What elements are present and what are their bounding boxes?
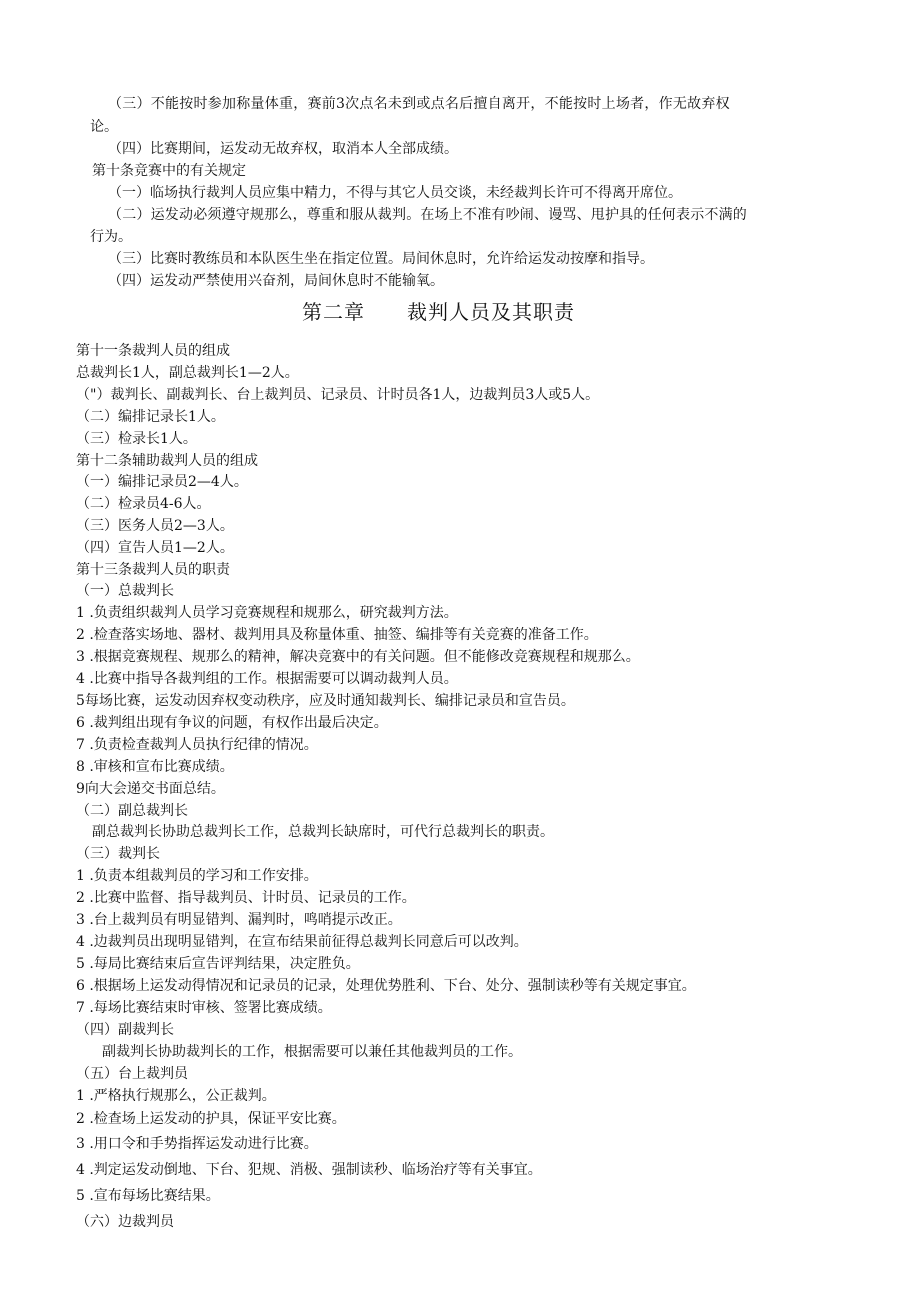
text-line: 行为。 bbox=[90, 229, 132, 245]
text-line: （三）检录长1人。 bbox=[76, 431, 197, 447]
list-item: 4 .比赛中指导各裁判组的工作。根据需要可以调动裁判人员。 bbox=[76, 671, 458, 687]
text-line: 总裁判长1人，副总裁判长1—2人。 bbox=[76, 365, 299, 381]
text-line: （二）运发动必须遵守规那么，尊重和服从裁判。在场上不准有吵闹、谩骂、甩护具的任何表示不满的 bbox=[108, 207, 747, 223]
list-item: 5每场比赛，运发动因弃权变动秩序，应及时通知裁判长、编排记录员和宣告员。 bbox=[76, 693, 575, 709]
list-item: 7 .每场比赛结束时审核、签署比赛成绩。 bbox=[76, 1000, 332, 1016]
text-line: （三）不能按时参加称量体重，赛前3次点名未到或点名后擅自离开，不能按时上场者，作无故弃权 bbox=[108, 96, 730, 112]
list-item: 3 .根据竞赛规程、规那么的精神，解决竞赛中的有关问题。但不能修改竞赛规程和规那么。 bbox=[76, 649, 640, 665]
text-line: 副裁判长协助裁判长的工作，根据需要可以兼任其他裁判员的工作。 bbox=[102, 1044, 522, 1060]
text-line: （四）运发动严禁使用兴奋剂，局间休息时不能输氧。 bbox=[108, 273, 444, 289]
text-line: （四）宣告人员1—2人。 bbox=[76, 540, 234, 556]
chapter-title: 第二章 裁判人员及其职责 bbox=[302, 300, 575, 324]
subsection-heading: （五）台上裁判员 bbox=[76, 1066, 188, 1082]
text-line: （二）检录员4-6人。 bbox=[76, 496, 211, 512]
text-line: （二）编排记录长1人。 bbox=[76, 409, 225, 425]
text-line: （一）临场执行裁判人员应集中精力，不得与其它人员交谈，未经裁判长许可不得离开席位。 bbox=[108, 185, 682, 201]
list-item: 1 .负责本组裁判员的学习和工作安排。 bbox=[76, 868, 318, 884]
list-item: 2 .比赛中监督、指导裁判员、计时员、记录员的工作。 bbox=[76, 890, 416, 906]
list-item: 5 .每局比赛结束后宣告评判结果，决定胜负。 bbox=[76, 956, 360, 972]
list-item: 4 .判定运发动倒地、下台、犯规、消极、强制读秒、临场治疗等有关事宜。 bbox=[76, 1162, 542, 1178]
subsection-heading: （三）裁判长 bbox=[76, 846, 160, 862]
subsection-heading: （四）副裁判长 bbox=[76, 1022, 174, 1038]
subsection-heading: （一）总裁判长 bbox=[76, 583, 174, 599]
section-heading: 第十二条辅助裁判人员的组成 bbox=[76, 453, 258, 469]
list-item: 8 .审核和宣布比赛成绩。 bbox=[76, 759, 234, 775]
text-line: （四）比赛期间，运发动无故弃权，取消本人全部成绩。 bbox=[108, 141, 458, 157]
text-line: （三）医务人员2—3人。 bbox=[76, 518, 234, 534]
list-item: 9向大会递交书面总结。 bbox=[76, 781, 225, 797]
section-heading: 第十一条裁判人员的组成 bbox=[76, 343, 230, 359]
list-item: 2 .检查落实场地、器材、裁判用具及称量体重、抽签、编排等有关竞赛的准备工作。 bbox=[76, 627, 598, 643]
list-item: 3 .用口令和手势指挥运发动进行比赛。 bbox=[76, 1136, 318, 1152]
list-item: 1 .负责组织裁判人员学习竞赛规程和规那么，研究裁判方法。 bbox=[76, 605, 458, 621]
text-line: 副总裁判长协助总裁判长工作，总裁判长缺席时，可代行总裁判长的职责。 bbox=[92, 824, 554, 840]
text-line: （三）比赛时教练员和本队医生坐在指定位置。局间休息时，允许给运发动按摩和指导。 bbox=[108, 251, 654, 267]
text-line: （一）编排记录员2—4人。 bbox=[76, 474, 248, 490]
list-item: 4 .边裁判员出现明显错判，在宣布结果前征得总裁判长同意后可以改判。 bbox=[76, 934, 528, 950]
list-item: 1 .严格执行规那么，公正裁判。 bbox=[76, 1088, 276, 1104]
subsection-heading: （六）边裁判员 bbox=[76, 1214, 174, 1230]
list-item: 3 .台上裁判员有明显错判、漏判时，鸣哨提示改正。 bbox=[76, 912, 402, 928]
section-heading: 第十三条裁判人员的职责 bbox=[76, 562, 230, 578]
list-item: 6 .裁判组出现有争议的问题，有权作出最后决定。 bbox=[76, 715, 388, 731]
text-line: 论。 bbox=[90, 119, 118, 135]
text-line: （"）裁判长、副裁判长、台上裁判员、记录员、计时员各1人，边裁判员3人或5人。 bbox=[76, 387, 600, 403]
subsection-heading: （二）副总裁判长 bbox=[76, 803, 188, 819]
section-heading: 第十条竞赛中的有关规定 bbox=[92, 163, 246, 179]
list-item: 5 .宣布每场比赛结果。 bbox=[76, 1188, 220, 1204]
list-item: 7 .负责检查裁判人员执行纪律的情况。 bbox=[76, 737, 318, 753]
list-item: 6 .根据场上运发动得情况和记录员的记录，处理优势胜利、下台、处分、强制读秒等有关规定事宜。 bbox=[76, 978, 696, 994]
list-item: 2 .检查场上运发动的护具，保证平安比赛。 bbox=[76, 1111, 346, 1127]
